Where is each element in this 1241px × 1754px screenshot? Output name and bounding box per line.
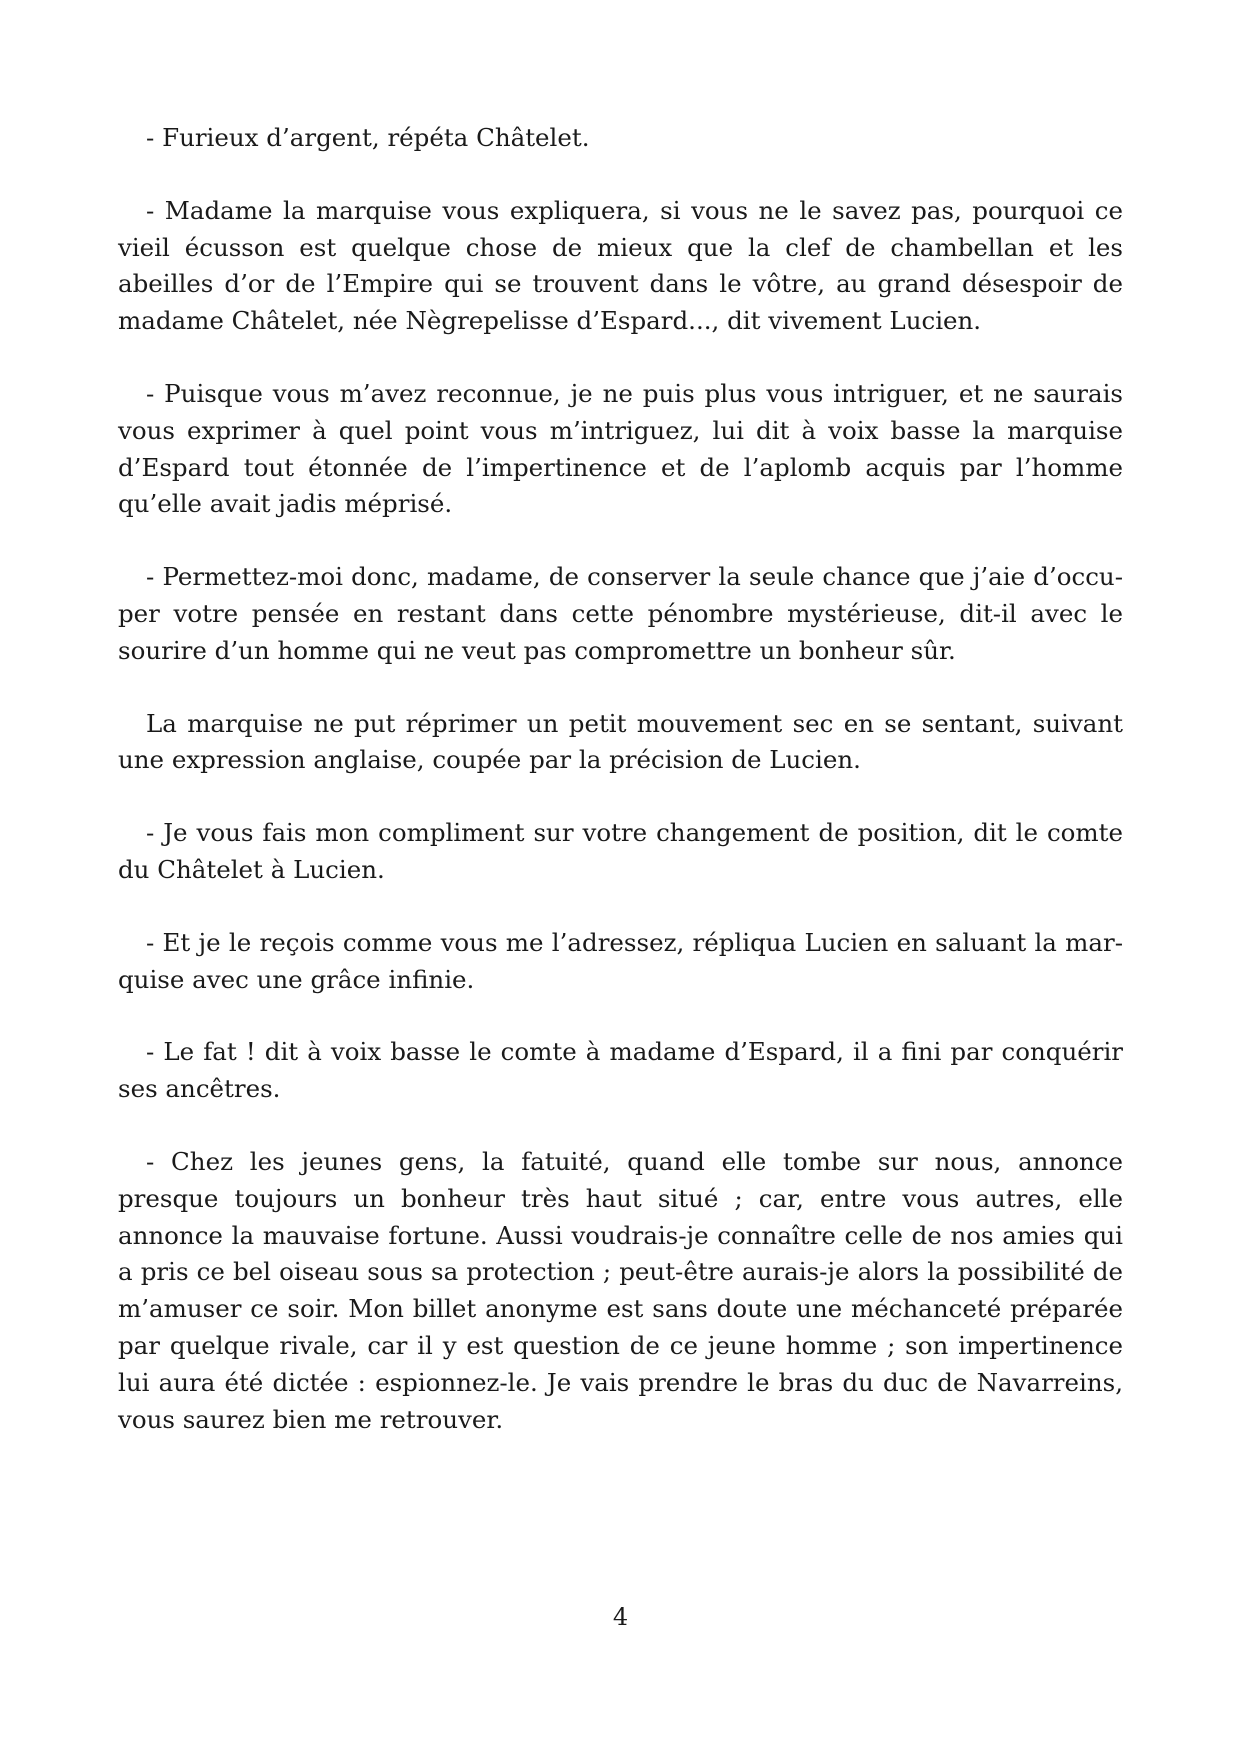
paragraph-9: - Chez les jeunes gens, la fatuité, quand elle tombe sur nous, annonce presque toujours un bonheur très haut situé ; car, entre vous autres, elle annonce la mauvaise fortune. Aussi voudrais-je connaître celle de nos amies qui a pris ce bel oiseau sous sa protection ; peut-être aurais-je alors la possibilité de m’amuser ce soir. Mon billet anonyme est sans doute une méchanceté préparée par quelque rivale, car il y est question de ce jeune homme ; son impertinence lui aura été dictée : espionnez-le. Je vais prendre le bras du duc de Navarreins, vous saurez bien me retrouver. <box>118 1146 1123 1434</box>
paragraph-5: La marquise ne put réprimer un petit mouvement sec en se sentant, suivant une expression anglaise, coupée par la précision de Lucien. <box>118 708 1123 775</box>
paragraph-2: - Madame la marquise vous expliquera, si vous ne le savez pas, pourquoi ce vieil écusson est quelque chose de mieux que la clef de chambellan et les abeilles d’or de l’Empire qui se trouvent dans le vôtre, au grand désespoir de madame Châtelet, née Nègrepelisse d’Espard..., dit vivement Lucien. <box>118 195 1123 336</box>
paragraph-4: - Permettez-moi donc, madame, de conserver la seule chance que j’aie d’occuper votre pensée en restant dans cette pénombre mystérieuse, dit-il avec le sourire d’un homme qui ne veut pas compromettre un bonheur sûr. <box>118 562 1123 665</box>
paragraph-6: - Je vous fais mon compliment sur votre changement de position, dit le comte du Châtelet à Lucien. <box>118 818 1123 884</box>
body-text <box>118 120 1123 1474</box>
page-number: 4 <box>612 1603 629 1631</box>
paragraph-1: - Furieux d’argent, répéta Châtelet. <box>146 123 590 152</box>
paragraph-7: - Et je le reçois comme vous me l’adressez, répliqua Lucien en saluant la marquise avec une grâce infinie. <box>118 927 1123 994</box>
paragraph-3: - Puisque vous m’avez reconnue, je ne puis plus vous intriguer, et ne saurais vous exprimer à quel point vous m’intriguez, lui dit à voix basse la marquise d’Espard tout étonnée de l’impertinence et de l’aplomb acquis par l’homme qu’elle avait jadis méprisé. <box>118 378 1123 519</box>
paragraph-8: - Le fat ! dit à voix basse le comte à madame d’Espard, il a fini par conquérir ses ancêtres. <box>118 1037 1123 1104</box>
